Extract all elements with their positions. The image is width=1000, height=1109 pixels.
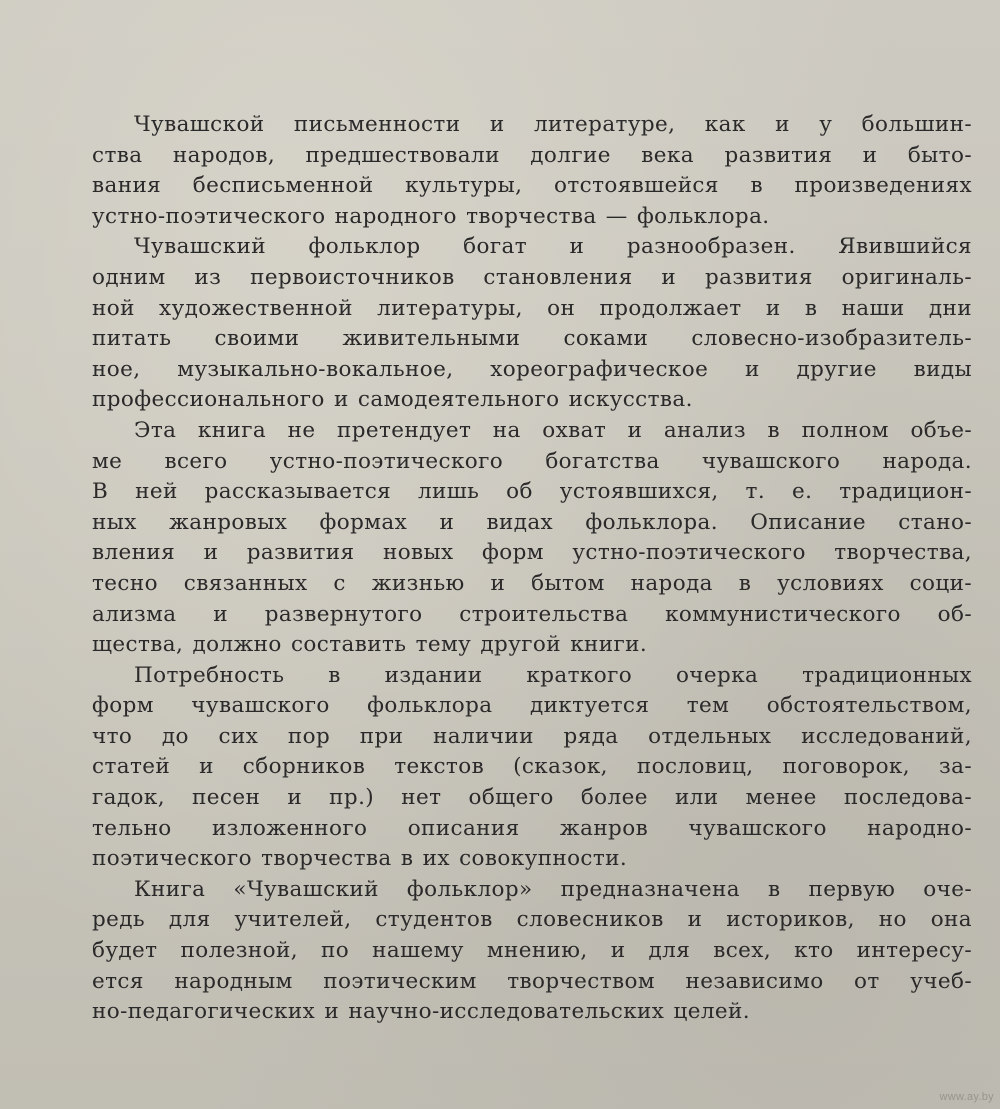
- text-line: Книга «Чувашский фольклор» предназначена в первую оче-: [134, 876, 972, 902]
- text-line: Чувашской письменности и литературе, как и у большин-: [134, 112, 972, 137]
- text-line: тесно связанных с жизнью и бытом народа в условиях соци-: [92, 570, 972, 596]
- text-line: вания бесписьменной культуры, отстоявшейся в произведениях: [92, 173, 972, 199]
- text-line: но-педагогических и научно-исследовательских целей.: [92, 999, 751, 1025]
- text-line: ме всего устно-поэтического богатства чувашского народа.: [92, 448, 972, 474]
- watermark: www.ay.by: [939, 1091, 994, 1103]
- text-line: ется народным поэтическим творчеством независимо от учеб-: [92, 968, 972, 994]
- text-line: ализма и развернутого строительства коммунистического об-: [92, 601, 972, 627]
- text-line: форм чувашского фольклора диктуется тем обстоятельством,: [92, 693, 972, 719]
- text-line: щества, должно составить тему другой книги.: [92, 632, 648, 658]
- text-line: питать своими живительными соками словесно-изобразитель-: [92, 326, 972, 352]
- text-line: гадок, песен и пр.) нет общего более или менее последова-: [92, 785, 972, 811]
- text-line: что до сих пор при наличии ряда отдельных исследований,: [92, 723, 972, 749]
- text-line: тельно изложенного описания жанров чувашского народно-: [92, 815, 972, 841]
- body-text: [92, 110, 972, 1028]
- text-line: будет полезной, по нашему мнению, и для всех, кто интересу-: [92, 938, 972, 964]
- text-line: ной художественной литературы, он продолжает и в наши дни: [92, 295, 972, 321]
- text-line: редь для учителей, студентов словесников и историков, но она: [92, 907, 972, 933]
- text-line: Эта книга не претендует на охват и анализ в полном объе-: [134, 417, 972, 443]
- text-line: В ней рассказывается лишь об устоявшихся, т. е. традицион-: [92, 479, 972, 505]
- text-line: устно-поэтического народного творчества — фольклора.: [92, 203, 770, 229]
- text-line: ное, музыкально-вокальное, хореографическое и другие виды: [92, 356, 972, 382]
- text-line: статей и сборников текстов (сказок, пословиц, поговорок, за-: [92, 754, 972, 780]
- text-line: Потребность в издании краткого очерка традиционных: [134, 662, 972, 688]
- text-line: Чувашский фольклор богат и разнообразен. Явившийся: [134, 234, 972, 260]
- text-line: ства народов, предшествовали долгие века развития и быто-: [92, 142, 972, 168]
- text-line: поэтического творчества в их совокупности.: [92, 846, 628, 872]
- text-line: ных жанровых формах и видах фольклора. Описание стано-: [92, 509, 972, 535]
- text-line: вления и развития новых форм устно-поэтического творчества,: [92, 540, 972, 566]
- text-line: одним из первоисточников становления и развития оригиналь-: [92, 264, 972, 290]
- text-line: профессионального и самодеятельного искусства.: [92, 387, 693, 413]
